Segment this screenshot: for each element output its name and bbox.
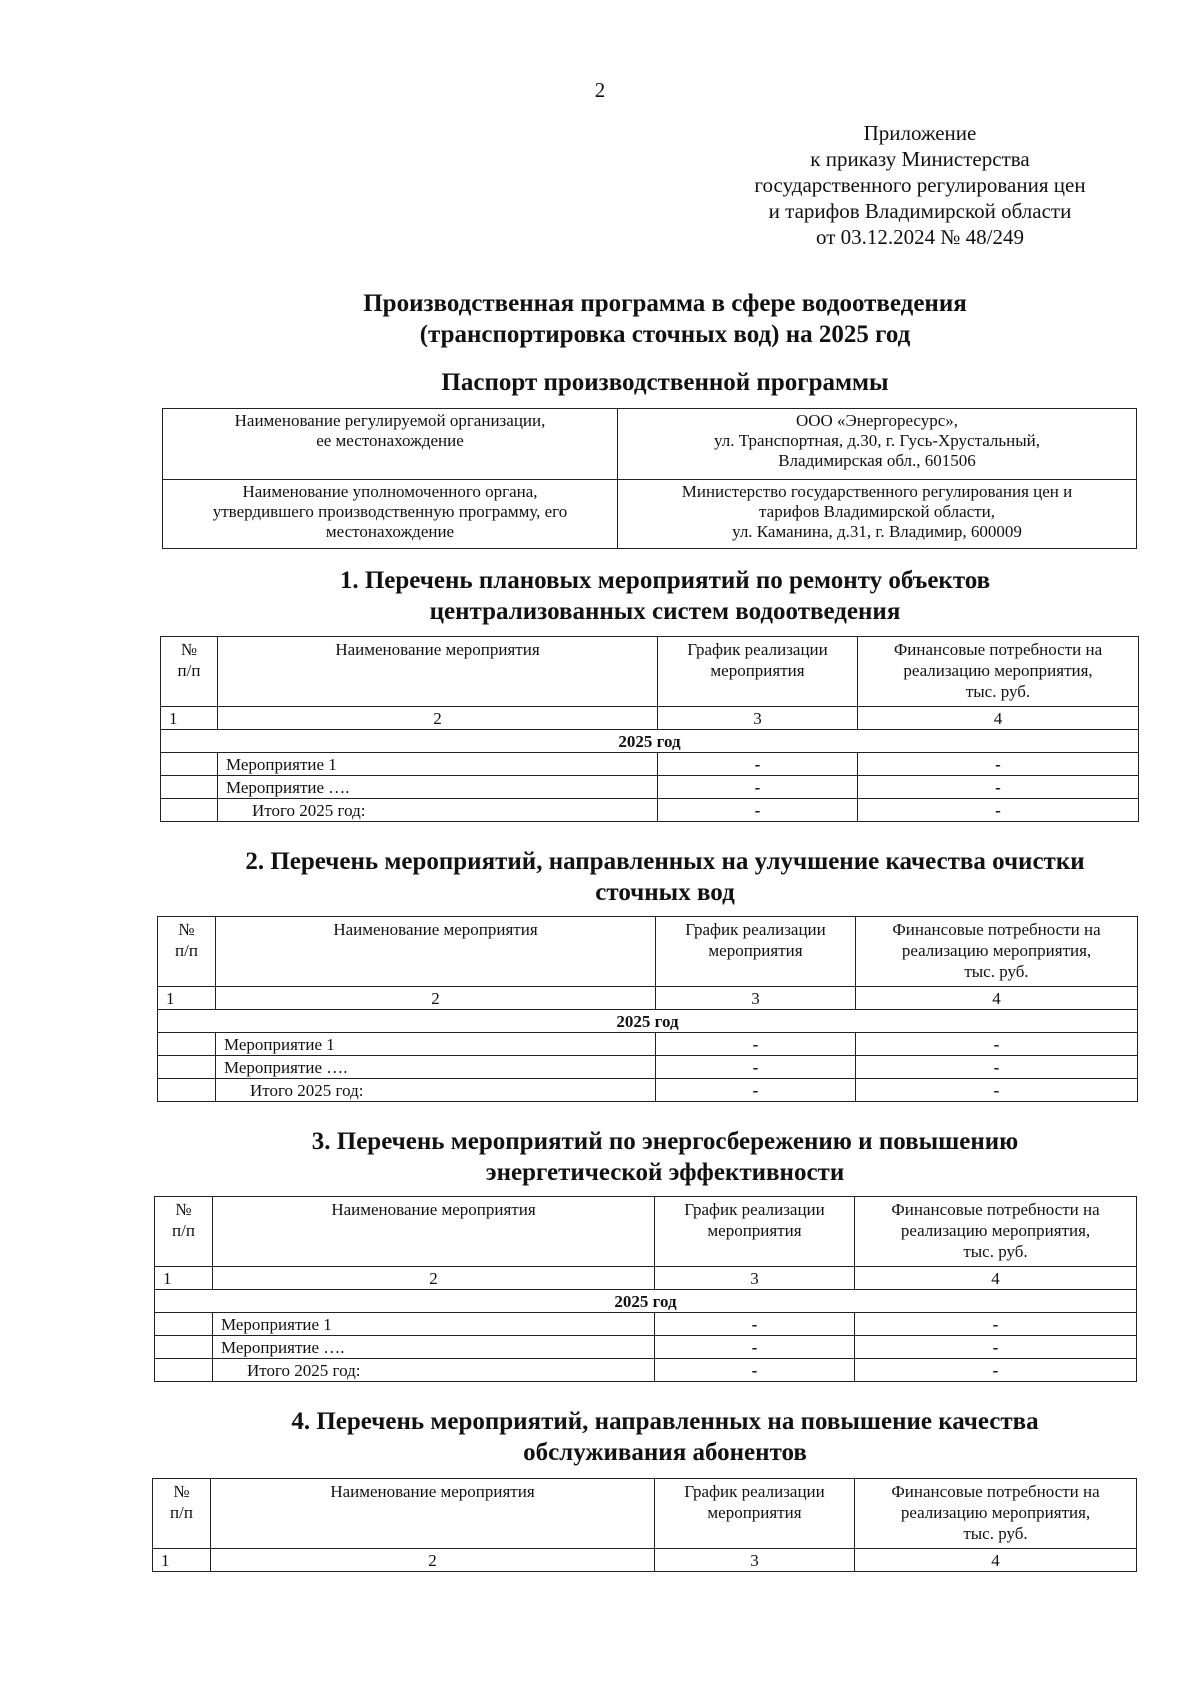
section-1-table [160,636,1139,822]
row-schedule: - [656,1056,856,1079]
header-name: Наименование мероприятия [213,1197,655,1267]
header-num: № п/п [153,1479,211,1549]
section-title-line: 3. Перечень мероприятий по энергосбережению и повышению [311,1128,1019,1155]
appendix-line: и тарифов Владимирской области [768,199,1072,223]
row-num [158,1079,216,1102]
row-num [161,753,218,776]
year-label: 2025 год [161,730,1139,753]
section-4-table [152,1478,1137,1572]
section-title-line: 2. Перечень мероприятий, направленных на улучшение качества очистки [245,848,1085,875]
appendix-line: государственного регулирования цен [754,173,1086,197]
section-title-line: обслуживания абонентов [523,1439,807,1466]
total-schedule: - [658,799,858,822]
column-number: 1 [158,987,216,1010]
header-finance: Финансовые потребности на реализацию мероприятия, тыс. руб. [856,917,1138,987]
section-title-line: сточных вод [595,879,735,906]
row-num [158,1033,216,1056]
passport-title: Паспорт производственной программы [441,369,889,396]
year-row [158,1010,1138,1033]
row-schedule: - [655,1313,855,1336]
table-row [158,1056,1138,1079]
appendix-line: Приложение [863,121,977,145]
table-row [155,1336,1137,1359]
column-number: 3 [656,987,856,1010]
section-3-title [100,1126,1200,1188]
passport-value: ООО «Энергоресурс», ул. Транспортная, д.30, г. Гусь-Хрустальный, Владимирская обл., 601506 [618,409,1137,480]
row-finance: - [858,753,1139,776]
section-title-line: 1. Перечень плановых мероприятий по ремонту объектов [339,567,991,594]
section-title-line: энергетической эффективности [485,1159,845,1186]
header-schedule: График реализации мероприятия [655,1197,855,1267]
column-number: 3 [655,1549,855,1572]
column-number: 1 [161,707,218,730]
main-title-line: (транспортировка сточных вод) на 2025 год [419,321,911,348]
column-number: 2 [218,707,658,730]
header-schedule: График реализации мероприятия [655,1479,855,1549]
year-row [155,1290,1137,1313]
table-row [158,1033,1138,1056]
row-name: Мероприятие …. [213,1336,655,1359]
row-finance: - [856,1056,1138,1079]
row-name: Мероприятие …. [218,776,658,799]
row-name: Мероприятие …. [216,1056,656,1079]
row-num [161,799,218,822]
table-header-row [161,637,1139,707]
column-number: 3 [655,1267,855,1290]
column-number: 3 [658,707,858,730]
total-row [161,799,1139,822]
section-title-line: централизованных систем водоотведения [429,598,901,625]
row-finance: - [855,1313,1137,1336]
year-label: 2025 год [158,1010,1138,1033]
section-3-table [154,1196,1137,1382]
column-numbers-row [153,1549,1137,1572]
total-finance: - [858,799,1139,822]
total-schedule: - [656,1079,856,1102]
total-label: Итого 2025 год: [218,799,658,822]
section-2-title [100,846,1200,908]
table-header-row [158,917,1138,987]
row-finance: - [858,776,1139,799]
table-row [161,753,1139,776]
row-num [155,1313,213,1336]
year-label: 2025 год [155,1290,1137,1313]
row-name: Мероприятие 1 [216,1033,656,1056]
passport-label: Наименование уполномоченного органа, утвердившего производственную программу, его местонахождение [163,480,618,549]
column-numbers-row [158,987,1138,1010]
row-num [155,1336,213,1359]
passport-value: Министерство государственного регулирования цен и тарифов Владимирской области, ул. Каманина, д.31, г. Владимир, 600009 [618,480,1137,549]
header-name: Наименование мероприятия [218,637,658,707]
column-number: 4 [855,1549,1137,1572]
passport-row [163,409,1137,480]
passport-table [162,408,1137,549]
row-num [155,1359,213,1382]
header-name: Наименование мероприятия [216,917,656,987]
header-schedule: График реализации мероприятия [656,917,856,987]
appendix-line: к приказу Министерства [810,147,1030,171]
row-schedule: - [656,1033,856,1056]
column-number: 2 [211,1549,655,1572]
column-number: 1 [155,1267,213,1290]
passport-label: Наименование регулируемой организации, ее местонахождение [163,409,618,480]
header-num: № п/п [161,637,218,707]
section-2-table [157,916,1138,1102]
table-header-row [155,1197,1137,1267]
column-number: 1 [153,1549,211,1572]
column-number: 4 [855,1267,1137,1290]
header-num: № п/п [158,917,216,987]
row-name: Мероприятие 1 [218,753,658,776]
total-schedule: - [655,1359,855,1382]
row-schedule: - [655,1336,855,1359]
column-number: 2 [216,987,656,1010]
section-1-title [100,565,1200,627]
header-finance: Финансовые потребности на реализацию мероприятия, тыс. руб. [858,637,1139,707]
table-row [161,776,1139,799]
header-finance: Финансовые потребности на реализацию мероприятия, тыс. руб. [855,1197,1137,1267]
column-number: 2 [213,1267,655,1290]
passport-row [163,480,1137,549]
total-finance: - [855,1359,1137,1382]
header-name: Наименование мероприятия [211,1479,655,1549]
total-row [155,1359,1137,1382]
header-num: № п/п [155,1197,213,1267]
year-row [161,730,1139,753]
row-finance: - [856,1033,1138,1056]
total-row [158,1079,1138,1102]
total-finance: - [856,1079,1138,1102]
total-label: Итого 2025 год: [213,1359,655,1382]
section-title-line: 4. Перечень мероприятий, направленных на повышение качества [291,1408,1039,1435]
table-header-row [153,1479,1137,1549]
section-4-title [100,1406,1200,1468]
total-label: Итого 2025 год: [216,1079,656,1102]
page-number: 2 [594,78,606,102]
appendix-block [720,120,1120,250]
row-schedule: - [658,776,858,799]
main-title [100,288,1200,350]
header-finance: Финансовые потребности на реализацию мероприятия, тыс. руб. [855,1479,1137,1549]
main-title-line: Производственная программа в сфере водоотведения [363,290,967,317]
column-number: 4 [856,987,1138,1010]
row-name: Мероприятие 1 [213,1313,655,1336]
row-schedule: - [658,753,858,776]
appendix-line: от 03.12.2024 № 48/249 [815,225,1025,249]
column-numbers-row [155,1267,1137,1290]
column-numbers-row [161,707,1139,730]
column-number: 4 [858,707,1139,730]
row-num [161,776,218,799]
row-finance: - [855,1336,1137,1359]
header-schedule: График реализации мероприятия [658,637,858,707]
row-num [158,1056,216,1079]
table-row [155,1313,1137,1336]
